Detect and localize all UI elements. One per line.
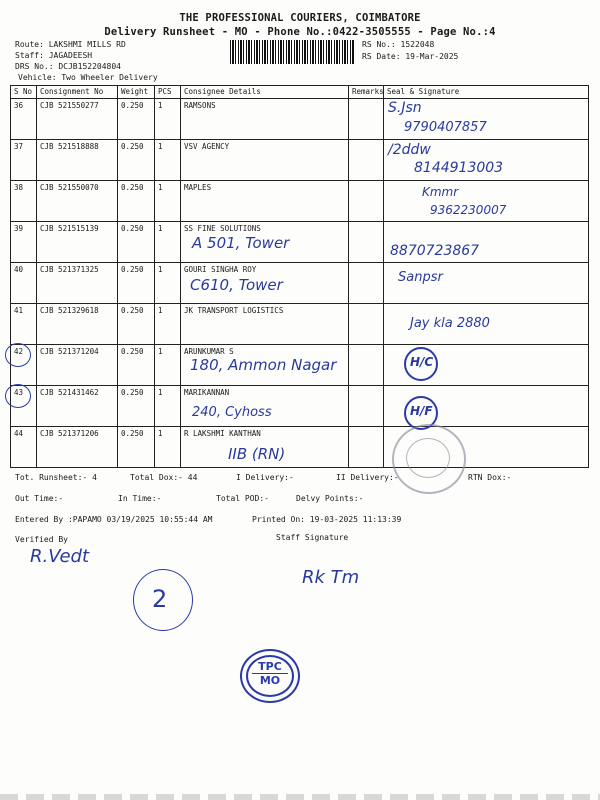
cell-pcs: 1	[155, 304, 181, 345]
handwritten-signature-38: Kmmr	[422, 185, 459, 199]
barcode	[230, 40, 355, 64]
drs-value: DCJB152204804	[58, 62, 121, 71]
handwritten-note-44: IIB (RN)	[228, 445, 286, 463]
table-row	[11, 263, 589, 304]
staff-value: JAGADEESH	[48, 51, 93, 60]
handwritten-phone-38: 9362230007	[430, 203, 507, 217]
table-row	[11, 386, 589, 427]
cell-sno: 38	[11, 181, 37, 222]
col-weight: Weight	[118, 86, 155, 99]
table-header-row	[11, 86, 589, 99]
vehicle-value: Two Wheeler Delivery	[61, 73, 158, 82]
entered-by: Entered By :PAPAMO 03/19/2025 10:55:44 AM	[15, 515, 213, 524]
cell-remarks	[349, 304, 384, 345]
cell-weight: 0.250	[118, 140, 155, 181]
rtn-dox: RTN Dox:-	[468, 473, 512, 482]
stamp-line-2: MO	[259, 674, 281, 687]
circled-number-text: 2	[152, 585, 168, 613]
rs-no-value: 1522048	[400, 40, 435, 49]
circle-mark-43	[5, 384, 31, 408]
cell-consignee: RAMSONS	[181, 99, 349, 140]
cell-consignee: JK TRANSPORT LOGISTICS	[181, 304, 349, 345]
table-row	[11, 99, 589, 140]
staff-line	[15, 51, 92, 60]
col-seal: Seal & Signature	[384, 86, 589, 99]
cell-weight: 0.250	[118, 99, 155, 140]
cell-consignee: GOURI SINGHA ROY	[181, 263, 349, 304]
cell-consignee: ARUNKUMAR S	[181, 345, 349, 386]
table-row	[11, 427, 589, 468]
cell-sno: 41	[11, 304, 37, 345]
cell-consignment: CJB 521371204	[37, 345, 118, 386]
cell-remarks	[349, 345, 384, 386]
cell-remarks	[349, 181, 384, 222]
cell-sno: 44	[11, 427, 37, 468]
cell-remarks	[349, 427, 384, 468]
handwritten-address-43: 240, Cyhoss	[192, 405, 272, 420]
runsheet-subtitle: Delivery Runsheet - MO - Phone No.:0422-3505555 - Page No.:4	[104, 26, 496, 38]
company-title: THE PROFESSIONAL COURIERS, COIMBATORE	[179, 12, 421, 24]
cell-consignee: VSV AGENCY	[181, 140, 349, 181]
verified-by-label: Verified By	[15, 535, 68, 544]
cell-consignment: CJB 521515139	[37, 222, 118, 263]
col-pcs: PCS	[155, 86, 181, 99]
col-consignee: Consignee Details	[181, 86, 349, 99]
cell-weight: 0.250	[118, 222, 155, 263]
handwritten-signature-36: S.Jsn	[388, 100, 422, 116]
handwritten-signature-40: Sanpsr	[398, 270, 443, 285]
rs-date-value: 19-Mar-2025	[405, 52, 459, 61]
cell-consignment: CJB 521431462	[37, 386, 118, 427]
handwritten-signature-41: Jay kla 2880	[410, 316, 490, 331]
cell-consignment: CJB 521518888	[37, 140, 118, 181]
tot-runsheet: Tot. Runsheet:- 4	[15, 473, 97, 482]
handwritten-phone-37: 8144913003	[414, 160, 504, 176]
cell-pcs: 1	[155, 99, 181, 140]
cell-sno: 36	[11, 99, 37, 140]
col-remarks: Remarks	[349, 86, 384, 99]
cell-remarks	[349, 99, 384, 140]
seal-inner-ring	[406, 438, 450, 478]
handwritten-address-39: A 501, Tower	[192, 234, 290, 252]
total-dox: Total Dox:- 44	[130, 473, 198, 482]
handwritten-address-40: C610, Tower	[190, 276, 283, 294]
out-time: Out Time:-	[15, 494, 64, 503]
scan-edge	[0, 794, 600, 800]
handwritten-phone-39: 8870723867	[390, 243, 480, 259]
cell-pcs: 1	[155, 427, 181, 468]
cell-remarks	[349, 140, 384, 181]
cell-weight: 0.250	[118, 386, 155, 427]
route-line	[15, 40, 126, 49]
cell-sno: 40	[11, 263, 37, 304]
staff-signature-label: Staff Signature	[276, 533, 349, 542]
cell-sno: 43	[11, 386, 37, 427]
stamp-line-1: TPC	[252, 661, 288, 674]
verified-signature: R.Vedt	[30, 546, 90, 567]
cell-consignment: CJB 521550070	[37, 181, 118, 222]
tpc-mo-stamp-inner	[246, 655, 294, 697]
i-delivery: I Delivery:-	[236, 473, 294, 482]
circle-mark-42	[5, 343, 31, 367]
in-time: In Time:-	[118, 494, 162, 503]
cell-consignment: CJB 521371325	[37, 263, 118, 304]
total-pod: Total POD:-	[216, 494, 269, 503]
cell-consignment: CJB 521550277	[37, 99, 118, 140]
rs-date-line	[362, 52, 458, 61]
cell-consignment: CJB 521329618	[37, 304, 118, 345]
handwritten-signature-37: /2ddw	[388, 142, 431, 158]
runsheet-table	[10, 85, 589, 468]
cell-weight: 0.250	[118, 427, 155, 468]
rs-no-label: RS No.:	[362, 40, 396, 49]
ii-delivery: II Delivery:-	[336, 473, 399, 482]
cell-consignee: R LAKSHMI KANTHAN	[181, 427, 349, 468]
handwritten-signature-43: H/F	[410, 404, 433, 418]
staff-label: Staff:	[15, 51, 44, 60]
drs-label: DRS No.:	[15, 62, 54, 71]
cell-sno: 39	[11, 222, 37, 263]
cell-consignee: MAPLES	[181, 181, 349, 222]
handwritten-address-42: 180, Ammon Nagar	[190, 356, 337, 374]
route-label: Route:	[15, 40, 44, 49]
cell-remarks	[349, 222, 384, 263]
cell-pcs: 1	[155, 263, 181, 304]
drs-line	[15, 62, 121, 71]
cell-weight: 0.250	[118, 304, 155, 345]
cell-pcs: 1	[155, 345, 181, 386]
cell-weight: 0.250	[118, 345, 155, 386]
route-value: LAKSHMI MILLS RD	[48, 40, 126, 49]
cell-weight: 0.250	[118, 181, 155, 222]
cell-pcs: 1	[155, 140, 181, 181]
cell-weight: 0.250	[118, 263, 155, 304]
staff-signature: Rk Tm	[302, 567, 360, 588]
cell-remarks	[349, 386, 384, 427]
col-sno: S No	[11, 86, 37, 99]
cell-consignment: CJB 521371206	[37, 427, 118, 468]
vehicle-line	[18, 73, 158, 82]
cell-remarks	[349, 263, 384, 304]
table-row	[11, 304, 589, 345]
cell-sno: 37	[11, 140, 37, 181]
delvy-points: Delvy Points:-	[296, 494, 364, 503]
vehicle-label: Vehicle:	[18, 73, 57, 82]
col-consignment: Consignment No	[37, 86, 118, 99]
rs-no-line	[362, 40, 434, 49]
table-row	[11, 222, 589, 263]
cell-pcs: 1	[155, 222, 181, 263]
handwritten-signature-42: H/C	[410, 355, 434, 369]
cell-sno: 42	[11, 345, 37, 386]
cell-consignee: SS FINE SOLUTIONS	[181, 222, 349, 263]
tpc-mo-stamp	[240, 649, 300, 703]
company-seal-stamp	[392, 424, 466, 494]
cell-pcs: 1	[155, 181, 181, 222]
handwritten-phone-36: 9790407857	[404, 120, 487, 135]
rs-date-label: RS Date:	[362, 52, 401, 61]
printed-on: Printed On: 19-03-2025 11:13:39	[252, 515, 402, 524]
cell-pcs: 1	[155, 386, 181, 427]
cell-consignee: MARIKANNAN	[181, 386, 349, 427]
